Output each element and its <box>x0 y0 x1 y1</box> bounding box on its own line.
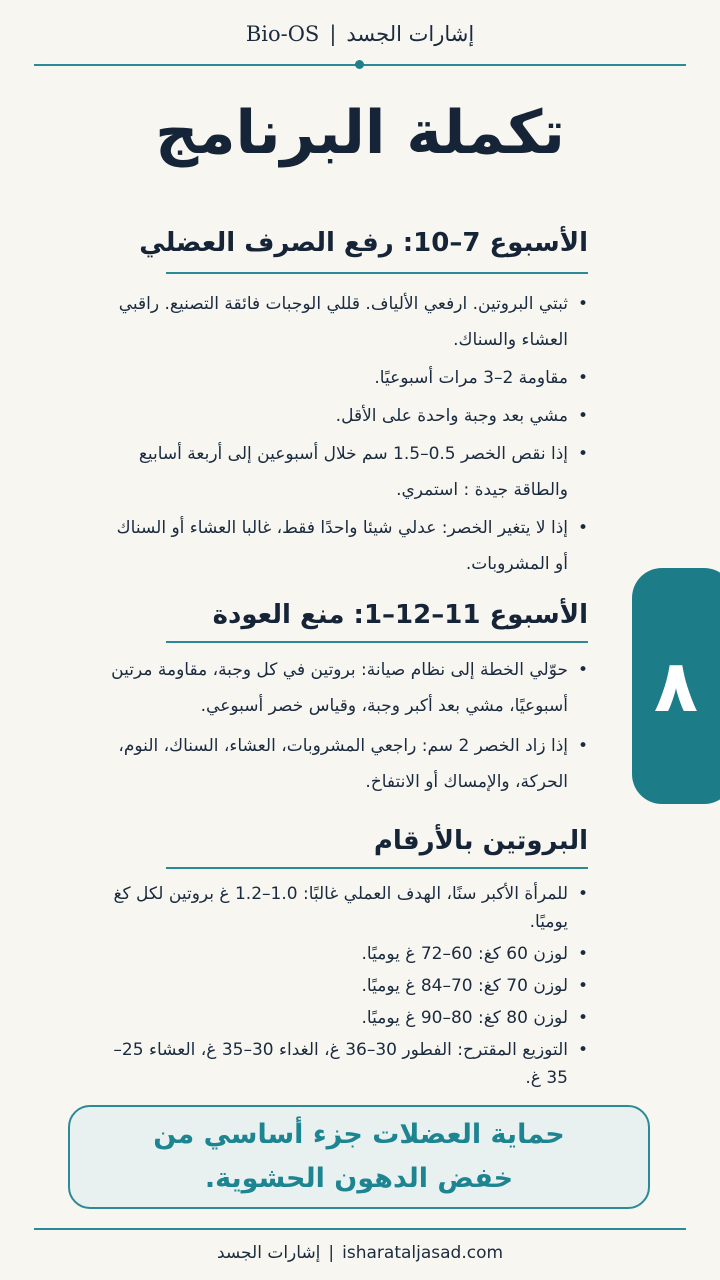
list-item: • إذا نقص الخصر 0.5–1.5 سم خلال أسبوعين إلى أربعة أسابيع والطاقة جيدة : استمري. <box>110 436 588 508</box>
section-heading-weeks-7-10: الأسبوع 7–10: رفع الصرف العضلي <box>139 228 588 258</box>
footer-site-name: إشارات الجسد <box>216 1243 321 1263</box>
section-divider <box>166 867 588 869</box>
list-item: • إذا لا يتغير الخصر: عدلي شيئا واحدًا فقط، غالبا العشاء أو السناك أو المشروبات. <box>110 510 588 582</box>
list-item: • حوّلي الخطة إلى نظام صيانة: بروتين في كل وجبة، مقاومة مرتين أسبوعيًا، مشي بعد أكبر وجبة، وقياس خصر أسبوعي. <box>110 652 588 724</box>
page-title: تكملة البرنامج <box>155 98 565 168</box>
page-header <box>0 22 720 46</box>
section-list-weeks-7-10 <box>110 286 588 584</box>
footer-separator: | <box>328 1243 335 1263</box>
page-number: ٨ <box>654 644 698 728</box>
page-footer <box>0 1243 720 1263</box>
brand-name: Bio-OS <box>245 22 320 46</box>
list-item: • إذا زاد الخصر 2 سم: راجعي المشروبات، العشاء، السناك، النوم، الحركة، والإمساك أو الانتفاخ. <box>110 728 588 800</box>
section-heading-weeks-11-12: الأسبوع 11–12–1: منع العودة <box>212 600 588 630</box>
list-item: • لوزن 70 كغ: 70–84 غ يوميًا. <box>110 972 588 1000</box>
page-number-tab <box>632 568 720 804</box>
key-message-callout <box>68 1105 650 1209</box>
section-list-weeks-11-12 <box>110 652 588 804</box>
divider-dot <box>355 60 364 69</box>
callout-line-1: حماية العضلات جزء أساسي من <box>153 1119 565 1150</box>
section-divider <box>166 641 588 643</box>
callout-line-2: خفض الدهون الحشوية. <box>204 1163 514 1194</box>
list-item: • لوزن 60 كغ: 60–72 غ يوميًا. <box>110 940 588 968</box>
section-list-protein <box>110 880 588 1096</box>
header-divider <box>34 64 686 66</box>
header-separator: | <box>329 22 337 46</box>
list-item: • التوزيع المقترح: الفطور 30–36 غ، الغداء 30–35 غ، العشاء 25–35 غ. <box>110 1036 588 1092</box>
section-divider <box>166 272 588 274</box>
list-item: • مشي بعد وجبة واحدة على الأقل. <box>110 398 588 434</box>
list-item: • لوزن 80 كغ: 80–90 غ يوميًا. <box>110 1004 588 1032</box>
footer-divider <box>34 1228 686 1230</box>
header-site-name: إشارات الجسد <box>346 22 475 46</box>
list-item: • مقاومة 2–3 مرات أسبوعيًا. <box>110 360 588 396</box>
footer-url: isharataljasad.com <box>342 1243 504 1263</box>
section-heading-protein: البروتين بالأرقام <box>373 826 588 856</box>
list-item: • ثبتي البروتين. ارفعي الألياف. قللي الوجبات فائقة التصنيع. راقبي العشاء والسناك. <box>110 286 588 358</box>
list-item: • للمرأة الأكبر سنًا، الهدف العملي غالبًا: 1.0–1.2 غ بروتين لكل كغ يوميًا. <box>110 880 588 936</box>
